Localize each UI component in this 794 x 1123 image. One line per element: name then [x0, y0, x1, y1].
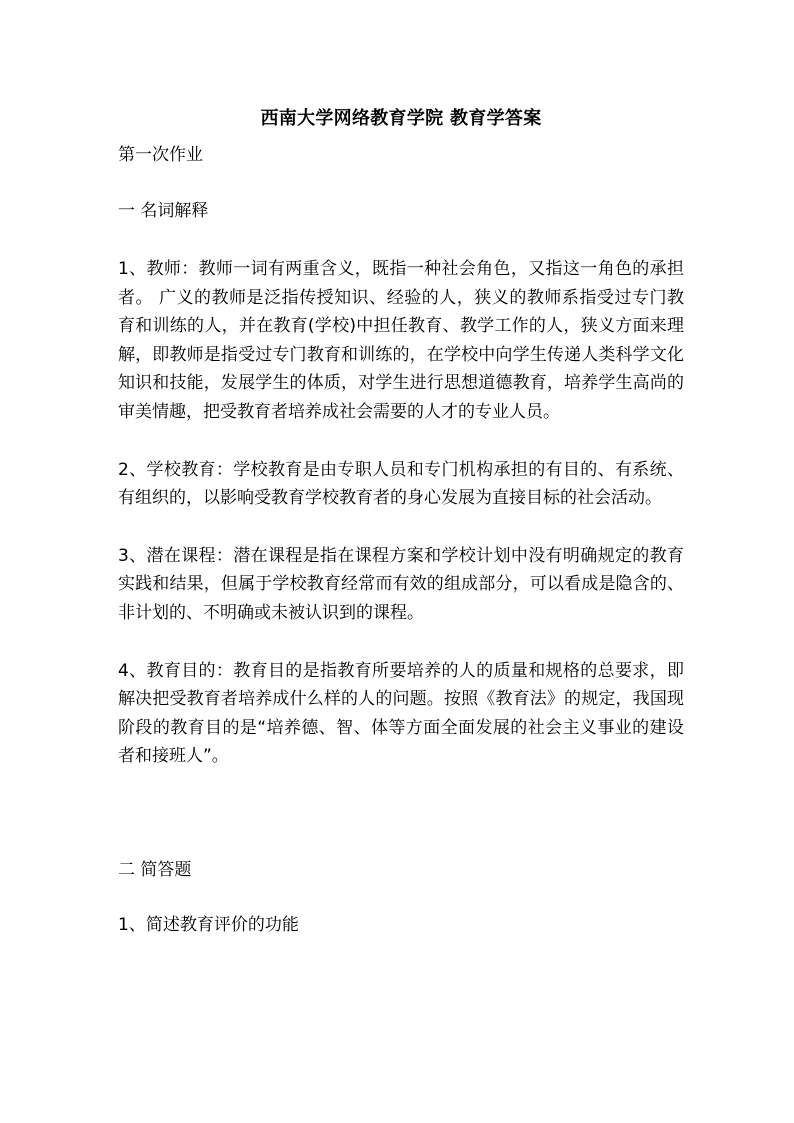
- section-heading-short-answer: 二 简答题: [118, 859, 192, 880]
- definition-teacher: 1、教师：教师一词有两重含义，既指一种社会角色，又指这一角色的承担者。 广义的教师是泛指传授知识、经验的人，狭义的教师系指受过专门教育和训练的人，并在教育(学校)中担任教育、教学工作的人，狭义方面来理解，即教师是指受过专门教育和训练的，在学校中向学生传递人类科学文化知识和技能，发展学生的体质，对学生进行思想道德教育，培养学生高尚的审美情趣，把受教育者培养成社会需要的人才的专业人员。: [118, 259, 684, 422]
- document-title: 西南大学网络教育学院 教育学答案: [260, 108, 542, 129]
- definition-educational-aim: 4、教育目的：教育目的是指教育所要培养的人的质量和规格的总要求，即解决把受教育者培养成什么样的人的问题。按照《教育法》的规定，我国现阶段的教育目的是“培养德、智、体等方面全面发展的社会主义事业的建设者和接班人”。: [118, 660, 684, 767]
- assignment-label: 第一次作业: [118, 145, 203, 165]
- definition-hidden-curriculum: 3、潜在课程：潜在课程是指在课程方案和学校计划中没有明确规定的教育实践和结果，但属于学校教育经常而有效的组成部分，可以看成是隐含的、非计划的、不明确或未被认识到的课程。: [118, 545, 684, 623]
- document-content: [118, 102, 684, 939]
- definition-school-education: 2、学校教育：学校教育是由专职人员和专门机构承担的有目的、有系统、有组织的，以影响受教育学校教育者的身心发展为直接目标的社会活动。: [118, 459, 684, 509]
- question-item: 1、简述教育评价的功能: [118, 914, 299, 935]
- section-heading-terms: 一 名词解释: [118, 201, 209, 221]
